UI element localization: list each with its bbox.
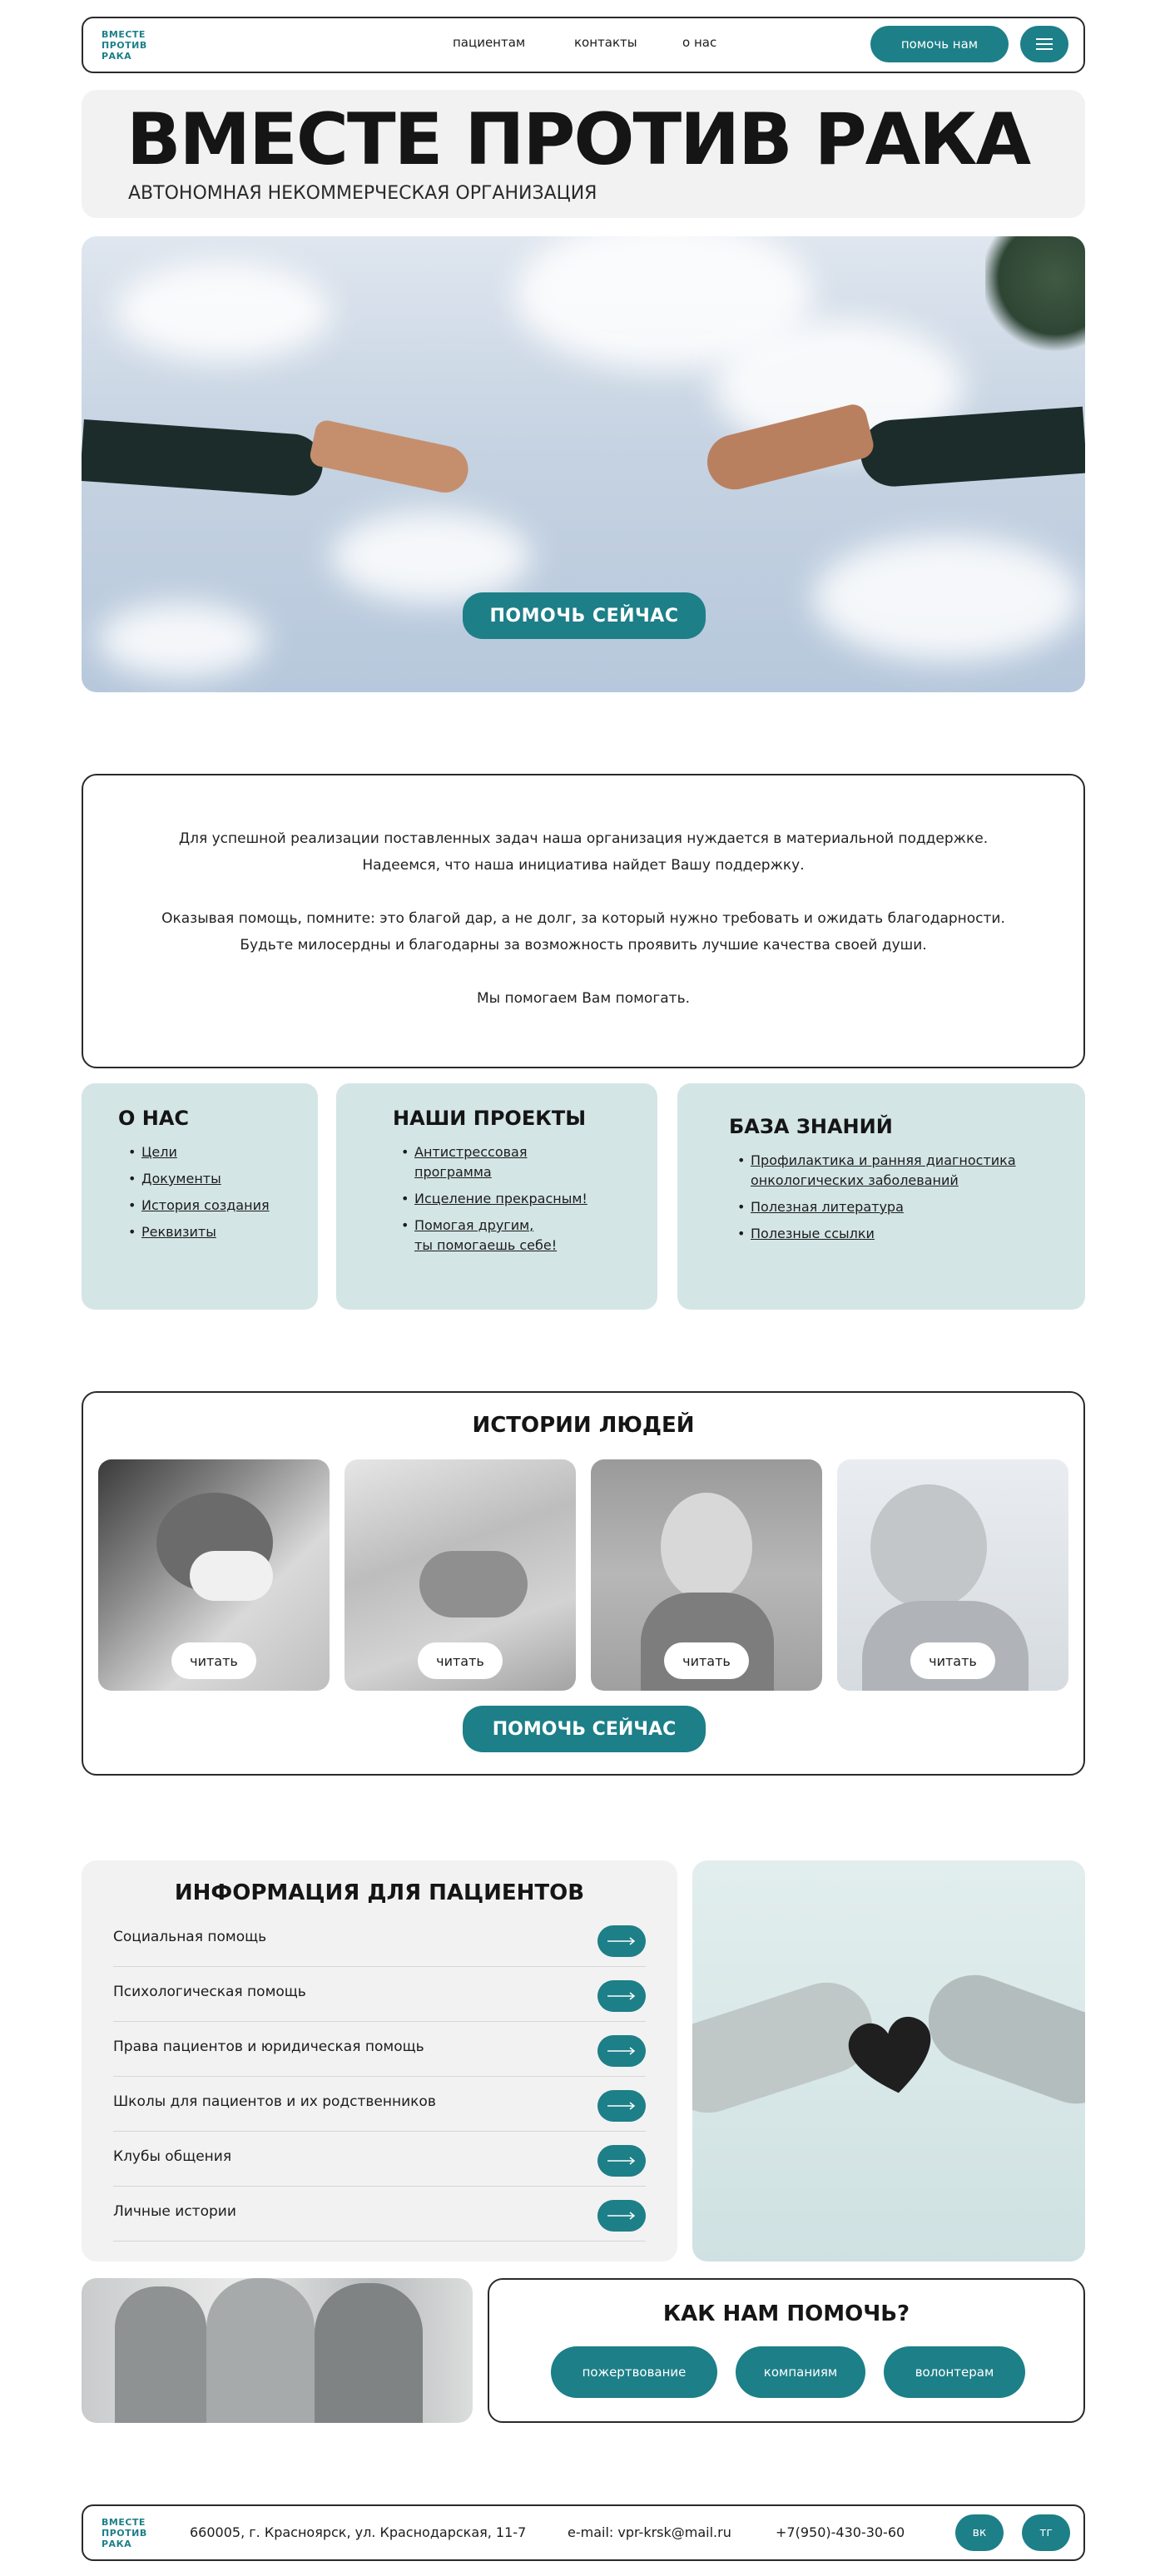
heart-hands-image bbox=[692, 1860, 1085, 2261]
logo[interactable] bbox=[102, 29, 147, 62]
hero-image bbox=[82, 236, 1085, 692]
row-label: Личные истории bbox=[113, 2203, 236, 2220]
section-title: ИНФОРМАЦИЯ ДЛЯ ПАЦИЕНТОВ bbox=[174, 1880, 585, 1905]
read-button[interactable]: читать bbox=[664, 1642, 749, 1679]
arrow-button[interactable] bbox=[597, 2145, 646, 2177]
arrow-right-icon bbox=[607, 2157, 636, 2165]
page-title: ВМЕСТЕ ПРОТИВ РАКА bbox=[126, 98, 1030, 181]
message-line: Будьте милосердны и благодарны за возможность проявить лучшие качества своей души. bbox=[240, 937, 927, 954]
read-button[interactable]: читать bbox=[910, 1642, 995, 1679]
story-photo-hands bbox=[419, 1551, 528, 1617]
arrow-button[interactable] bbox=[597, 2200, 646, 2232]
footer-logo[interactable] bbox=[102, 2517, 147, 2549]
card-title: О НАС bbox=[118, 1107, 190, 1130]
card-link-prevention-cont[interactable]: онкологических заболеваний bbox=[751, 1172, 959, 1188]
nav-link-patients[interactable]: пациентам bbox=[453, 35, 526, 50]
arrow-right-icon bbox=[607, 2102, 636, 2110]
card-link-prevention[interactable]: • Профилактика и ранняя диагностика bbox=[751, 1150, 1016, 1171]
site-footer bbox=[82, 2504, 1085, 2561]
nav-link-contacts[interactable]: контакты bbox=[574, 35, 637, 50]
patient-info-row[interactable] bbox=[113, 2022, 646, 2077]
message-line: Оказывая помощь, помните: это благой дар, а не долг, за который нужно требовать и ожидать благодарности. bbox=[161, 910, 1005, 927]
arrow-button[interactable] bbox=[597, 2090, 646, 2122]
menu-button[interactable] bbox=[1020, 26, 1068, 62]
card-link-requisites[interactable]: • Реквизиты bbox=[141, 1221, 216, 1242]
help-now-button[interactable]: ПОМОЧЬ СЕЙЧАС bbox=[463, 1706, 706, 1752]
mission-message bbox=[82, 774, 1085, 1068]
people-stories bbox=[82, 1391, 1085, 1776]
heart-icon bbox=[842, 2010, 942, 2102]
section-title: ИСТОРИИ ЛЮДЕЙ bbox=[472, 1413, 695, 1438]
person-silhouette bbox=[206, 2278, 315, 2423]
read-button[interactable]: читать bbox=[171, 1642, 256, 1679]
projects-card bbox=[336, 1083, 657, 1310]
card-link-useful-links[interactable]: • Полезные ссылки bbox=[751, 1223, 875, 1244]
donation-button[interactable]: пожертвование bbox=[551, 2346, 717, 2398]
card-link-healing[interactable]: • Исцеление прекрасным! bbox=[414, 1188, 587, 1209]
story-card[interactable] bbox=[591, 1459, 822, 1691]
row-label: Психологическая помощь bbox=[113, 1984, 306, 2000]
logo-line: РАКА bbox=[102, 51, 132, 62]
person-silhouette bbox=[315, 2283, 423, 2423]
group-hug-image bbox=[82, 2278, 473, 2423]
face-mask bbox=[190, 1551, 273, 1601]
logo-line: ПРОТИВ bbox=[102, 2528, 147, 2539]
card-link-helping[interactable]: • Помогая другим, bbox=[414, 1215, 533, 1236]
story-photo-face bbox=[870, 1484, 987, 1609]
story-card[interactable] bbox=[345, 1459, 576, 1691]
card-link-literature[interactable]: • Полезная литература bbox=[751, 1196, 904, 1217]
how-to-help bbox=[488, 2278, 1085, 2423]
card-title: НАШИ ПРОЕКТЫ bbox=[393, 1107, 587, 1130]
help-now-button[interactable]: ПОМОЧЬ СЕЙЧАС bbox=[463, 592, 706, 639]
story-photo-face bbox=[661, 1493, 752, 1601]
logo-line: ПРОТИВ bbox=[102, 40, 147, 51]
patient-info-row[interactable] bbox=[113, 2077, 646, 2132]
row-label: Права пациентов и юридическая помощь bbox=[113, 2039, 424, 2055]
arrow-right-icon bbox=[607, 2047, 636, 2055]
arrow-button[interactable] bbox=[597, 1980, 646, 2012]
card-link-documents[interactable]: • Документы bbox=[141, 1168, 221, 1189]
row-label: Социальная помощь bbox=[113, 1929, 267, 1945]
help-us-button[interactable]: помочь нам bbox=[870, 26, 1009, 62]
arrow-right-icon bbox=[607, 1937, 636, 1945]
story-card[interactable] bbox=[837, 1459, 1068, 1691]
vk-button[interactable]: вк bbox=[955, 2514, 1004, 2551]
telegram-button[interactable]: тг bbox=[1022, 2514, 1070, 2551]
card-link-antistress-cont[interactable]: программа bbox=[414, 1164, 492, 1180]
card-link-goals[interactable]: • Цели bbox=[141, 1142, 177, 1162]
page-subtitle: АВТОНОМНАЯ НЕКОММЕРЧЕСКАЯ ОРГАНИЗАЦИЯ bbox=[128, 183, 597, 204]
message-line: Надеемся, что наша инициатива найдет Вашу поддержку. bbox=[362, 857, 805, 874]
about-card bbox=[82, 1083, 318, 1310]
logo-line: РАКА bbox=[102, 2539, 132, 2549]
row-label: Школы для пациентов и их родственников bbox=[113, 2093, 436, 2110]
card-title: БАЗА ЗНАНИЙ bbox=[729, 1115, 893, 1138]
story-card[interactable] bbox=[98, 1459, 330, 1691]
card-link-antistress[interactable]: • Антистрессовая bbox=[414, 1142, 527, 1162]
footer-address: 660005, г. Красноярск, ул. Краснодарская, 11-7 bbox=[190, 2524, 527, 2540]
row-label: Клубы общения bbox=[113, 2148, 232, 2165]
footer-email[interactable]: e-mail: vpr-krsk@mail.ru bbox=[568, 2524, 731, 2540]
arrow-button[interactable] bbox=[597, 2035, 646, 2067]
patient-info-row[interactable] bbox=[113, 2132, 646, 2187]
arrow-button[interactable] bbox=[597, 1925, 646, 1957]
hamburger-menu-icon bbox=[1035, 37, 1053, 51]
person-silhouette bbox=[115, 2286, 206, 2423]
tree-foliage bbox=[985, 236, 1085, 353]
read-button[interactable]: читать bbox=[418, 1642, 503, 1679]
card-link-history[interactable]: • История создания bbox=[141, 1195, 270, 1216]
arrow-right-icon bbox=[607, 2212, 636, 2220]
footer-phone[interactable]: +7(950)-430-30-60 bbox=[776, 2524, 905, 2540]
volunteers-button[interactable]: волонтерам bbox=[884, 2346, 1025, 2398]
nav-link-about[interactable]: о нас bbox=[682, 35, 717, 50]
patient-info bbox=[82, 1860, 677, 2261]
arrow-right-icon bbox=[607, 1992, 636, 2000]
companies-button[interactable]: компаниям bbox=[736, 2346, 865, 2398]
patient-info-row[interactable] bbox=[113, 1912, 646, 1967]
message-line: Для успешной реализации поставленных задач наша организация нуждается в материальной поддержке. bbox=[178, 830, 989, 847]
patient-info-row[interactable] bbox=[113, 2187, 646, 2242]
left-arm bbox=[82, 419, 325, 498]
knowledge-card bbox=[677, 1083, 1085, 1310]
site-header bbox=[82, 17, 1085, 73]
patient-info-row[interactable] bbox=[113, 1967, 646, 2022]
message-line: Мы помогаем Вам помогать. bbox=[477, 990, 690, 1007]
logo-line: ВМЕСТЕ bbox=[102, 29, 146, 40]
card-link-helping-cont[interactable]: ты помогаешь себе! bbox=[414, 1237, 558, 1253]
logo-line: ВМЕСТЕ bbox=[102, 2517, 146, 2528]
title-banner bbox=[82, 90, 1085, 218]
left-hand bbox=[308, 419, 472, 497]
section-title: КАК НАМ ПОМОЧЬ? bbox=[662, 2301, 910, 2326]
